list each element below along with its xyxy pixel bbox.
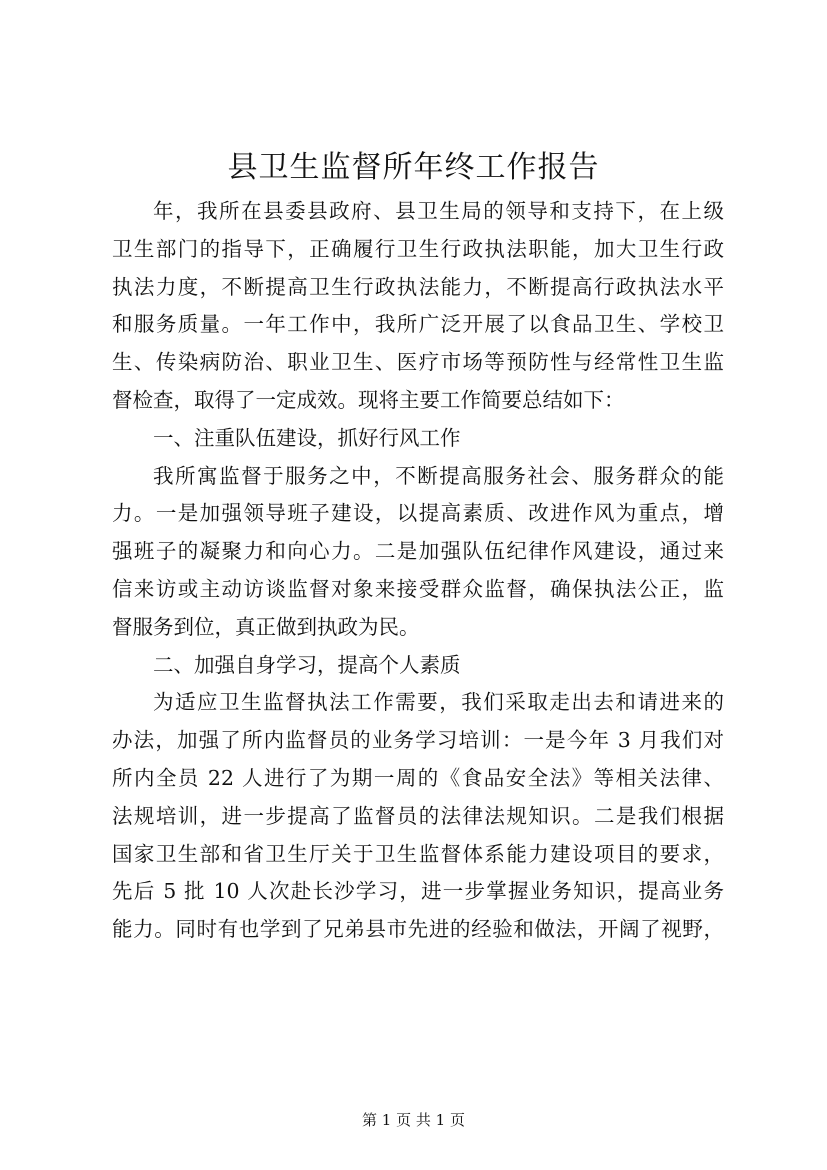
- paragraph-line: 督检查，取得了一定成效。现将主要工作简要总结如下：: [112, 387, 625, 412]
- paragraph-line: 年，我所在县委县政府、县卫生局的领导和支持下，在上级: [153, 199, 724, 223]
- paragraph-line: 执法力度，不断提高卫生行政执法能力，不断提高行政执法水平: [112, 274, 724, 299]
- paragraph-line: 所内全员 22 人进行了为期一周的《食品安全法》等相关法律、: [112, 765, 724, 790]
- paragraph-line: 卫生部门的指导下，正确履行卫生行政执法职能，加大卫生行政: [112, 236, 724, 261]
- paragraph-line: 办法，加强了所内监督员的业务学习培训：一是今年 3 月我们对: [112, 728, 724, 753]
- document-title: 县卫生监督所年终工作报告: [227, 150, 600, 185]
- paragraph-line: 为适应卫生监督执法工作需要，我们采取走出去和请进来的: [153, 690, 724, 715]
- paragraph-line: 强班子的凝聚力和向心力。二是加强队伍纪律作风建设，通过来: [112, 539, 724, 564]
- paragraph-line: 先后 5 批 10 人次赴长沙学习，进一步掌握业务知识，提高业务: [112, 879, 724, 904]
- paragraph-line: 法规培训，进一步提高了监督员的法律法规知识。二是我们根据: [112, 803, 724, 828]
- paragraph-line: 督服务到位，真正做到执政为民。: [112, 614, 420, 639]
- paragraph-line: 能力。同时有也学到了兄弟县市先进的经验和做法，开阔了视野，: [112, 917, 724, 942]
- section-heading: 二、加强自身学习，提高个人素质: [153, 652, 461, 677]
- paragraph-line: 力。一是加强领导班子建设，以提高素质、改进作风为重点，增: [112, 501, 724, 526]
- document-body: [112, 193, 724, 949]
- paragraph-line: 生、传染病防治、职业卫生、医疗市场等预防性与经常性卫生监: [112, 350, 724, 375]
- page-footer: 第 1 页 共 1 页: [362, 1111, 465, 1129]
- section-heading: 一、注重队伍建设，抓好行风工作: [153, 425, 461, 450]
- paragraph-line: 国家卫生部和省卫生厅关于卫生监督体系能力建设项目的要求，: [112, 841, 724, 866]
- paragraph-line: 信来访或主动访谈监督对象来接受群众监督，确保执法公正，监: [112, 576, 724, 601]
- paragraph-line: 和服务质量。一年工作中，我所广泛开展了以食品卫生、学校卫: [112, 312, 724, 337]
- paragraph-line: 我所寓监督于服务之中，不断提高服务社会、服务群众的能: [153, 463, 724, 488]
